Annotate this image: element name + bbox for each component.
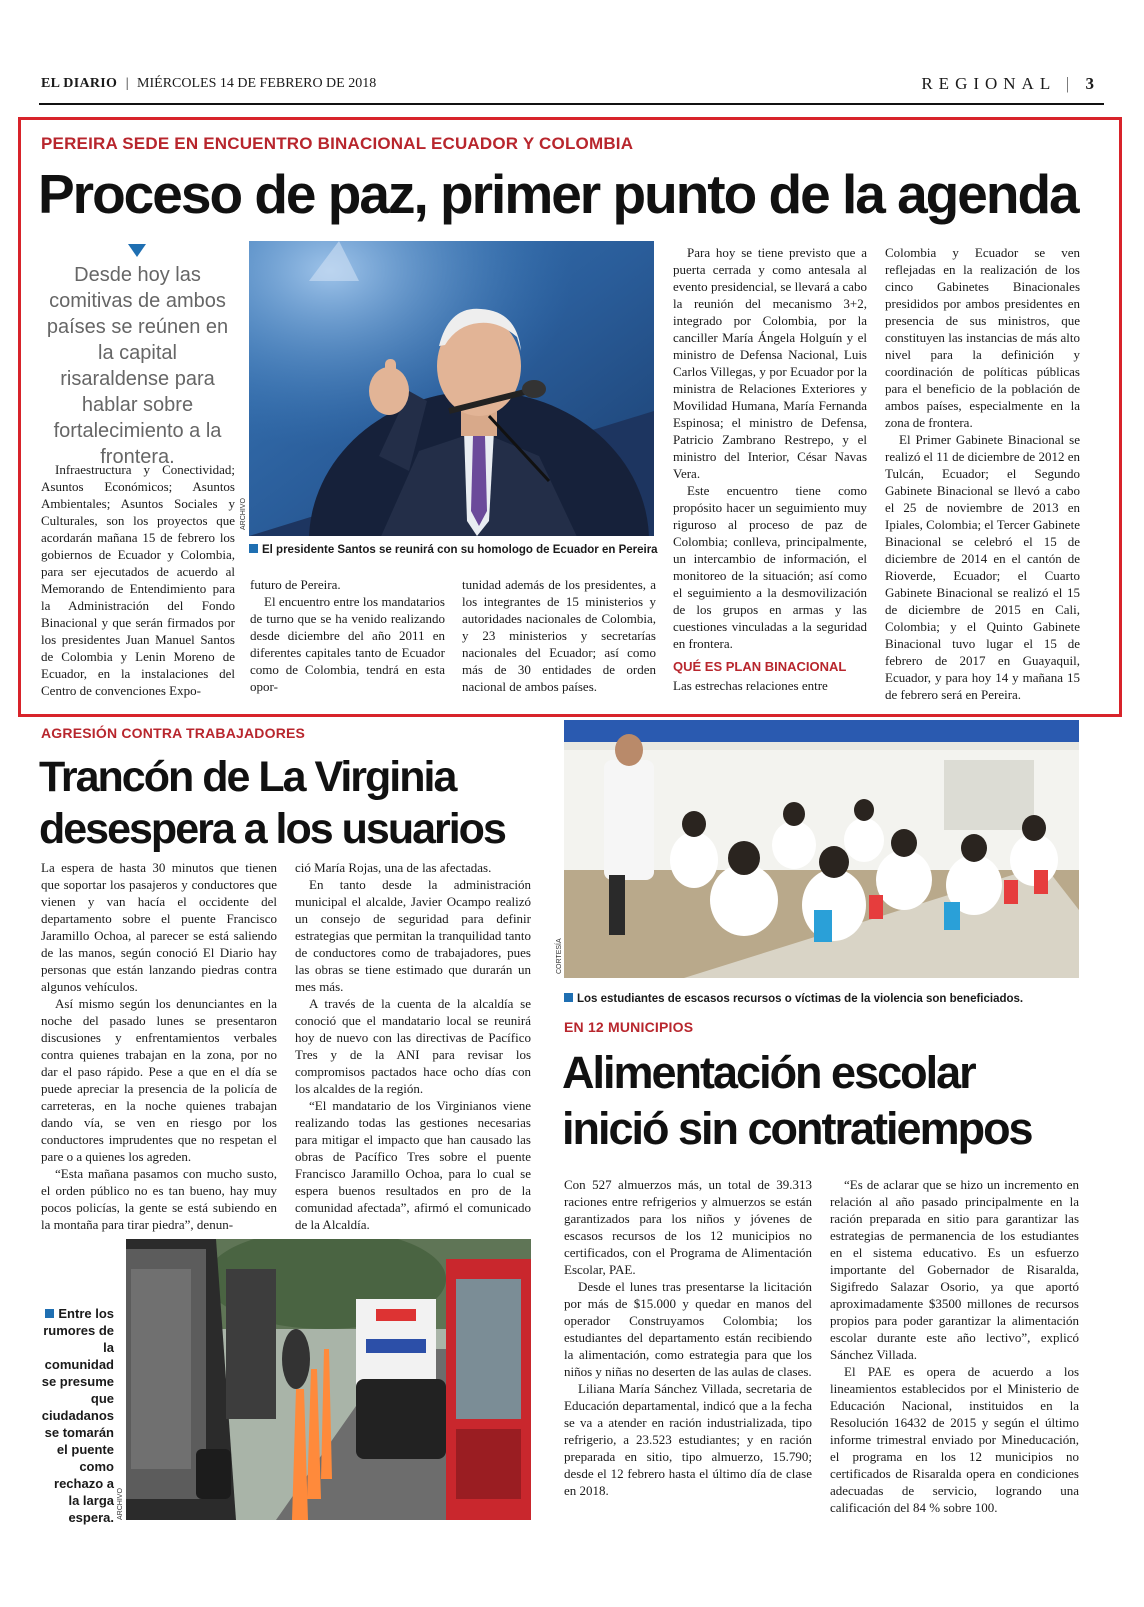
paragraph: El PAE es opera de acuerdo a los lineamientos establecidos por el Ministerio de Educación Nacional, instituidos en la Resolución 16432 de 2015 y según el último informe trimestral enviado por Mineducación, el programa en los 12 municipios no certificados de Risaralda opera en condiciones adecuadas de servicio, logrando una calificación del 84 % sobre 100. bbox=[830, 1364, 1079, 1515]
paragraph: “Esta mañana pasamos con mucho susto, el orden público no es tan bueno, hay muy pocos policías, la gente se está subiendo en la montaña para tirar piedra”, denun- bbox=[41, 1166, 277, 1232]
story3-headline-line2: inició sin contratiempos bbox=[562, 1103, 1032, 1154]
paragraph: En tanto desde la administración municipal el alcalde, Javier Ocampo realizó un consejo de seguridad para definir estrategias que permitan la tranquilidad tanto de conductores como de trabajadores, pues las obras se tiene estimado que durarán un mes más. bbox=[295, 877, 531, 994]
paragraph: La espera de hasta 30 minutos que tienen que soportar los pasajeros y conductores que vienen y van hacía el occidente del departamento sobre el puente Francisco Jaramillo Ochoa, al parecer se está saliendo de las manos, según conoció El Diario hay personas que están lanzando piedras contra algunos vehículos. bbox=[41, 860, 277, 994]
paragraph: Así mismo según los denunciantes en la noche del pasado lunes se presentaron discusiones y enfrentamientos verbales contra quienes trabajan en la zona, por no dar el paso rápido. Pese a que en el día se puede apreciar la presencia de la policía de carreteras, en la noche quienes trabajan dando vía, se ven en riesgo por los conductores imprudentes que no respetan el pare o a quienes los agreden. bbox=[41, 996, 277, 1164]
caption-square-icon bbox=[249, 544, 258, 553]
school-lunch-photo bbox=[564, 720, 1079, 978]
paragraph: Liliana María Sánchez Villada, secretaria de Educación departamental, indicó que a la fecha se va a atender en ración industrializada, tipo refrigerio, a 23.523 estudiantes; y en ración preparada en sitio, tipo almuerzo, 15.790; desde el 12 febrero hasta el último día de clase en 2018. bbox=[564, 1381, 812, 1498]
school-photo-credit: CORTESÍA bbox=[556, 938, 563, 974]
caption-square-icon bbox=[45, 1309, 54, 1318]
story2-column-2 bbox=[295, 859, 531, 1233]
traffic-photo-caption bbox=[41, 1305, 114, 1526]
story2-column-1 bbox=[41, 859, 277, 1233]
triangle-marker-icon bbox=[128, 244, 146, 257]
page-number: 3 bbox=[1085, 74, 1094, 93]
issue-date: MIÉRCOLES 14 DE FEBRERO DE 2018 bbox=[137, 76, 377, 91]
traffic-photo bbox=[126, 1239, 531, 1520]
paragraph: A través de la cuenta de la alcaldía se conoció que el mandatario local se reunirá hoy de nuevo con las directivas de Pacífico Tres y de la ANI para revisar los compromisos pactados hace ocho días con los alcaldes de la región. bbox=[295, 996, 531, 1096]
santos-photo-credit: ARCHIVO bbox=[240, 498, 247, 530]
story1-column-3 bbox=[462, 576, 656, 695]
page-separator: | bbox=[1065, 74, 1070, 93]
paragraph: “Es de aclarar que se hizo un incremento en relación al año pasado principalmente en la ración preparada en sitio para garantizar las estrategias de permanencia de los estudiantes en el sistema educativo. Es un esfuerzo importante del Gobernador de Risaralda, Sigifredo Salazar Osorio, ya que aportó aproximadamente $3500 millones de recursos propios para poder garantizar la alimentación escolar durante este año lectivo”, explicó Sánchez Villada. bbox=[830, 1177, 1079, 1362]
paragraph: “El mandatario de los Virginianos viene realizando todas las gestiones necesarias para mitigar el impacto que han causado las obras de Pacífico Tres sobre el puente Francisco Jaramillo Ochoa, para lo cual se espera buenos resultados en pro de la comunidad afectada”, afirmó el comunicado de la Alcaldía. bbox=[295, 1098, 531, 1232]
caption-text: El presidente Santos se reunirá con su homologo de Ecuador en Pereira bbox=[262, 544, 658, 556]
story2-kicker: AGRESIÓN CONTRA TRABAJADORES bbox=[41, 725, 306, 741]
school-photo-caption bbox=[564, 993, 1079, 1005]
paragraph: futuro de Pereira. bbox=[250, 577, 341, 592]
story3-kicker: EN 12 MUNICIPIOS bbox=[564, 1019, 694, 1035]
story1-pullquote: Desde hoy las comitivas de ambos países se reúnen en la capital risaraldense para hablar sobre fortalecimiento a la frontera. bbox=[46, 264, 229, 468]
santos-photo bbox=[249, 241, 654, 536]
paragraph: Este encuentro tiene como propósito hacer un seguimiento muy riguroso al proceso de paz de Colombia; conlleva, principalmente, un intercambio de información, el monitoreo de la situación; así como el seguimiento a la desmovilización de los grupos en armas y las cuestiones vinculadas a la seguridad en frontera. bbox=[673, 483, 867, 651]
story1-column-4 bbox=[673, 244, 867, 694]
story1-subhead: QUÉ ES PLAN BINACIONAL bbox=[673, 659, 847, 674]
story3-column-1 bbox=[564, 1176, 812, 1499]
paragraph: El encuentro entre los mandatarios de turno que se ha venido realizando desde diciembre del año 2011 en diferentes capitales tanto de Ecuador como de Colombia, tendrá en esta opor- bbox=[250, 594, 445, 694]
santos-photo-caption bbox=[249, 544, 659, 556]
story2-headline bbox=[39, 751, 505, 855]
paragraph: El Primer Gabinete Binacional se realizó el 11 de diciembre de 2012 en Tulcán, Ecuador; el Segundo Gabinete Binacional se llevó a cabo el 25 de noviembre de 2013 en Ipiales, Colombia; el Tercer Gabinete Binacional se celebró el 15 de diciembre de 2014 en el cantón de Rioverde, Ecuador; el Cuarto Gabinete Binacional se realizó el 15 de diciembre de 2015 en Cali, Colombia; y el Quinto Gabinete Binacional tuvo lugar el 15 de febrero de 2017 en Guayaquil, Ecuador, y para hoy 14 y mañana 15 de febrero será en Pereira. bbox=[885, 432, 1080, 702]
story2-headline-line2: desespera a los usuarios bbox=[39, 805, 505, 853]
header-separator: | bbox=[125, 76, 129, 91]
paragraph: Infraestructura y Conectividad; Asuntos Económicos; Asuntos Ambientales; Asuntos Sociales y Culturales, son los proyectos que acordarán mañana 15 de febrero los gobiernos de Ecuador y Colombia, para ser ejecutados de acuerdo al Memorando de Entendimiento para la Administración del Fondo Binacional y que serán firmados por los presidentes Juan Manuel Santos de Colombia y Lenin Moreno de Ecuador, en la instalaciones del Centro de convenciones Expo- bbox=[41, 462, 235, 698]
paragraph: ció María Rojas, una de las afectadas. bbox=[295, 860, 492, 875]
story3-headline bbox=[562, 1045, 1032, 1157]
caption-square-icon bbox=[564, 993, 573, 1002]
caption-text: Los estudiantes de escasos recursos o víctimas de la violencia son beneficiados. bbox=[577, 993, 1024, 1005]
paragraph: Con 527 almuerzos más, un total de 39.313 raciones entre refrigerios y almuerzos se están garantizados para los niños y jóvenes de escasos recursos de los 12 municipios no certificados, con el Programa de Alimentación Escolar, PAE. bbox=[564, 1177, 812, 1277]
paragraph: Para hoy se tiene previsto que a puerta cerrada y como antesala al evento presidencial, se llevará a cabo la reunión del mecanismo 3+2, integrado por Colombia, por la canciller María Ángela Holguín y el ministro de Defensa Nacional, Luis Carlos Villegas, y por Ecuador por la ministra de Relaciones Exteriores y Movilidad Humana, María Fernanda Espinosa; el ministro de Defensa, Patricio Zambrano Restrepo, y el ministro del Interior, César Navas Vera. bbox=[673, 245, 867, 481]
story1-column-5 bbox=[885, 244, 1080, 703]
section-name: REGIONAL bbox=[921, 74, 1056, 93]
newspaper-name: EL DIARIO bbox=[41, 76, 118, 91]
story1-headline: Proceso de paz, primer punto de la agenda bbox=[38, 163, 1078, 225]
caption-text: Entre los rumores de la comunidad se presume que ciudadanos se tomarán el puente como rechazo a la larga espera. bbox=[41, 1306, 114, 1525]
story3-column-2 bbox=[830, 1176, 1079, 1516]
story3-headline-line1: Alimentación escolar bbox=[562, 1047, 975, 1098]
story1-kicker: PEREIRA SEDE EN ENCUENTRO BINACIONAL ECUADOR Y COLOMBIA bbox=[41, 134, 634, 153]
story1-column-1 bbox=[41, 461, 235, 699]
story1-column-2 bbox=[250, 576, 445, 695]
paragraph: Colombia y Ecuador se ven reflejadas en la realización de los cinco Gabinetes Binacionales presididos por ambos presidentes en presencia de sus ministros, que constituyen las instancias de más alto nivel para la definición y coordinación de políticas públicas para el beneficio de la población de ambos países, especialmente en la zona de frontera. bbox=[885, 245, 1080, 430]
header-rule bbox=[39, 103, 1104, 105]
paragraph: Las estrechas relaciones entre bbox=[673, 678, 828, 693]
paragraph: tunidad además de los presidentes, a los integrantes de 15 ministerios y autoridades nacionales de Colombia, y 23 ministerios y secretarías nacionales del Ecuador; así como más de 30 entidades de orden nacional de ambos países. bbox=[462, 577, 656, 694]
traffic-photo-credit: ARCHIVO bbox=[117, 1488, 124, 1520]
paragraph: Desde el lunes tras presentarse la licitación por más de $15.000 y quedar en manos del operador Construyamos Colombia; los estudiantes del departamento están recibiendo la alimentación, como estrategia para que los niños y niñas no deserten de las aulas de clases. bbox=[564, 1279, 812, 1379]
page-header-right bbox=[921, 74, 1094, 94]
story2-headline-line1: Trancón de La Virginia bbox=[39, 753, 456, 801]
page-header-left bbox=[41, 76, 376, 92]
